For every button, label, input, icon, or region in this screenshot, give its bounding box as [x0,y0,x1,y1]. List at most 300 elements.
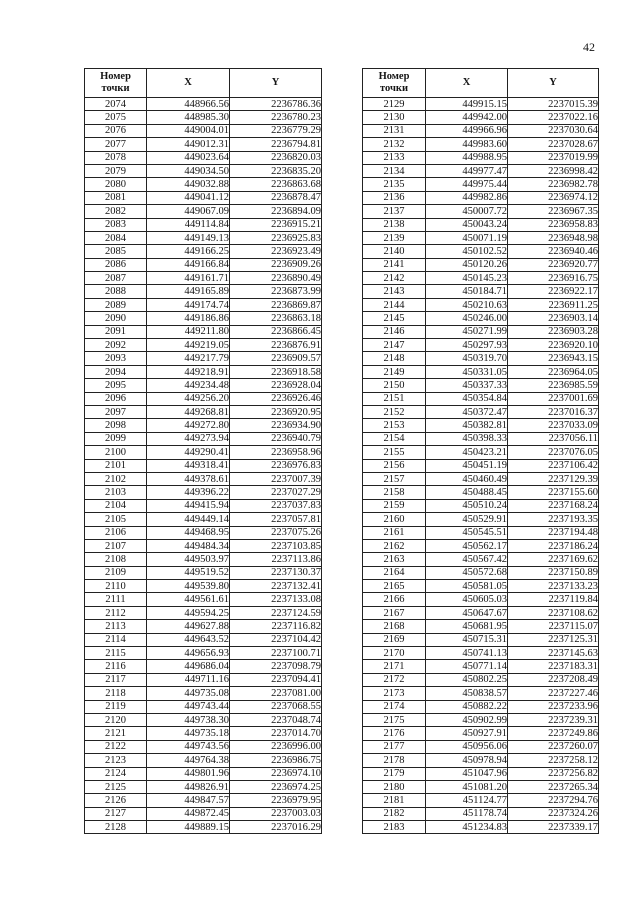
y-cell: 2237294.76 [508,794,599,807]
point-number-cell: 2180 [363,780,426,793]
x-cell: 449656.93 [147,647,230,660]
x-cell: 451178.74 [426,807,508,820]
point-number-cell: 2091 [85,325,147,338]
y-cell: 2237022.16 [508,111,599,124]
point-number-cell: 2178 [363,754,426,767]
point-number-cell: 2145 [363,312,426,325]
point-number-cell: 2175 [363,713,426,726]
y-cell: 2237186.24 [508,539,599,552]
x-cell: 449743.56 [147,740,230,753]
point-number-cell: 2102 [85,472,147,485]
x-cell: 450184.71 [426,285,508,298]
y-cell: 2237098.79 [230,660,322,673]
table-row [85,325,322,338]
y-cell: 2237150.89 [508,566,599,579]
y-cell: 2236940.46 [508,245,599,258]
x-cell: 449318.41 [147,459,230,472]
x-cell: 449561.61 [147,593,230,606]
y-cell: 2236926.46 [230,392,322,405]
point-number-cell: 2099 [85,432,147,445]
table-row [85,740,322,753]
y-cell: 2236780.23 [230,111,322,124]
y-cell: 2237132.41 [230,580,322,593]
x-cell: 449149.13 [147,231,230,244]
table-row [85,633,322,646]
point-number-cell: 2123 [85,754,147,767]
y-cell: 2237048.74 [230,713,322,726]
y-cell: 2237265.34 [508,780,599,793]
point-number-cell: 2137 [363,205,426,218]
point-number-cell: 2096 [85,392,147,405]
x-cell: 449743.44 [147,700,230,713]
x-cell: 449034.50 [147,164,230,177]
x-cell: 449273.94 [147,432,230,445]
table-row [363,513,599,526]
point-number-cell: 2182 [363,807,426,820]
point-number-cell: 2155 [363,446,426,459]
coordinates-table-left [84,68,322,834]
x-cell: 450297.93 [426,339,508,352]
table-row [363,379,599,392]
y-cell: 2237324.26 [508,807,599,820]
y-cell: 2237033.09 [508,419,599,432]
x-cell: 449165.89 [147,285,230,298]
y-cell: 2237113.86 [230,553,322,566]
point-number-cell: 2107 [85,539,147,552]
y-cell: 2236958.96 [230,446,322,459]
table-row [85,593,322,606]
x-cell: 450372.47 [426,405,508,418]
point-number-cell: 2174 [363,700,426,713]
x-cell: 449627.88 [147,620,230,633]
table-row [85,807,322,820]
x-cell: 450102.52 [426,245,508,258]
table-row [85,754,322,767]
y-cell: 2236928.04 [230,379,322,392]
table-row [363,446,599,459]
point-number-cell: 2094 [85,365,147,378]
table-row [363,352,599,365]
table-row [363,325,599,338]
x-cell: 451234.83 [426,821,508,834]
point-number-cell: 2110 [85,580,147,593]
x-cell: 449468.95 [147,526,230,539]
table-row [85,727,322,740]
table-row [85,339,322,352]
point-number-cell: 2080 [85,178,147,191]
point-number-cell: 2154 [363,432,426,445]
x-cell: 449988.95 [426,151,508,164]
x-cell: 450771.14 [426,660,508,673]
x-cell: 449211.80 [147,325,230,338]
x-cell: 450331.05 [426,365,508,378]
x-cell: 450838.57 [426,687,508,700]
x-cell: 450562.17 [426,539,508,552]
x-cell: 449942.00 [426,111,508,124]
table-row [85,98,322,111]
table-row [85,365,322,378]
y-cell: 2237068.55 [230,700,322,713]
point-number-cell: 2140 [363,245,426,258]
x-cell: 450071.19 [426,231,508,244]
y-cell: 2236976.83 [230,459,322,472]
point-number-cell: 2151 [363,392,426,405]
table-row [363,821,599,834]
x-cell: 449186.86 [147,312,230,325]
table-row [363,231,599,244]
y-cell: 2237027.29 [230,486,322,499]
point-number-cell: 2173 [363,687,426,700]
table-row [85,687,322,700]
table-row [363,807,599,820]
x-cell: 450510.24 [426,499,508,512]
table-row [85,486,322,499]
x-cell: 450956.06 [426,740,508,753]
table-row [363,272,599,285]
point-number-cell: 2159 [363,499,426,512]
point-number-cell: 2152 [363,405,426,418]
x-cell: 450572.68 [426,566,508,579]
point-number-cell: 2176 [363,727,426,740]
y-cell: 2236934.90 [230,419,322,432]
x-cell: 449217.79 [147,352,230,365]
point-number-cell: 2088 [85,285,147,298]
x-cell: 449966.96 [426,124,508,137]
point-number-cell: 2105 [85,513,147,526]
point-number-cell: 2106 [85,526,147,539]
table-row [363,405,599,418]
y-cell: 2237016.29 [230,821,322,834]
table-row [363,486,599,499]
table-row [363,727,599,740]
table-row [363,660,599,673]
point-number-cell: 2171 [363,660,426,673]
point-number-cell: 2181 [363,794,426,807]
y-cell: 2237007.39 [230,472,322,485]
x-cell: 450145.23 [426,272,508,285]
x-cell: 450398.33 [426,432,508,445]
table-row [363,673,599,686]
y-cell: 2236979.95 [230,794,322,807]
x-cell: 450319.70 [426,352,508,365]
point-number-cell: 2169 [363,633,426,646]
table-row [363,392,599,405]
y-cell: 2237094.41 [230,673,322,686]
x-cell: 449847.57 [147,794,230,807]
x-cell: 450681.95 [426,620,508,633]
table-row [363,606,599,619]
point-number-cell: 2138 [363,218,426,231]
y-cell: 2236916.75 [508,272,599,285]
point-number-cell: 2114 [85,633,147,646]
point-number-cell: 2113 [85,620,147,633]
point-number-cell: 2109 [85,566,147,579]
y-cell: 2236909.26 [230,258,322,271]
y-cell: 2237256.82 [508,767,599,780]
table-row [85,539,322,552]
y-cell: 2236985.59 [508,379,599,392]
table-row [85,298,322,311]
x-cell: 449004.01 [147,124,230,137]
y-cell: 2237001.69 [508,392,599,405]
table-row [363,593,599,606]
x-cell: 449290.41 [147,446,230,459]
x-cell: 449519.52 [147,566,230,579]
table-row [363,472,599,485]
x-cell: 449975.44 [426,178,508,191]
table-row [85,151,322,164]
y-cell: 2236922.17 [508,285,599,298]
x-cell: 450927.91 [426,727,508,740]
y-cell: 2236835.20 [230,164,322,177]
point-number-cell: 2086 [85,258,147,271]
left_table-body [85,98,322,834]
point-number-cell: 2165 [363,580,426,593]
x-cell: 450882.22 [426,700,508,713]
table-row [85,218,322,231]
table-row [85,780,322,793]
y-cell: 2236982.78 [508,178,599,191]
x-cell: 450567.42 [426,553,508,566]
header-y: Y [230,69,322,98]
y-cell: 2236869.87 [230,298,322,311]
table-row [363,647,599,660]
table-row [363,245,599,258]
table-row [85,285,322,298]
table-row [363,218,599,231]
y-cell: 2236915.21 [230,218,322,231]
table-row [85,258,322,271]
x-cell: 450605.03 [426,593,508,606]
y-cell: 2237260.07 [508,740,599,753]
x-cell: 449801.96 [147,767,230,780]
x-cell: 450120.26 [426,258,508,271]
point-number-cell: 2150 [363,379,426,392]
x-cell: 449594.25 [147,606,230,619]
y-cell: 2236974.25 [230,780,322,793]
x-cell: 450581.05 [426,580,508,593]
y-cell: 2237076.05 [508,446,599,459]
point-number-cell: 2167 [363,606,426,619]
y-cell: 2237258.12 [508,754,599,767]
point-number-cell: 2161 [363,526,426,539]
x-cell: 450382.81 [426,419,508,432]
x-cell: 450271.99 [426,325,508,338]
point-number-cell: 2092 [85,339,147,352]
table-row [363,553,599,566]
header-y: Y [508,69,599,98]
y-cell: 2237193.35 [508,513,599,526]
x-cell: 448985.30 [147,111,230,124]
table-row [363,526,599,539]
point-number-cell: 2162 [363,539,426,552]
y-cell: 2236903.28 [508,325,599,338]
point-number-cell: 2117 [85,673,147,686]
y-cell: 2237239.31 [508,713,599,726]
table-row [85,794,322,807]
point-number-cell: 2108 [85,553,147,566]
y-cell: 2236920.77 [508,258,599,271]
y-cell: 2237030.64 [508,124,599,137]
x-cell: 449166.84 [147,258,230,271]
table-row [85,312,322,325]
table-row [363,151,599,164]
table-row [363,178,599,191]
table-row [363,700,599,713]
x-cell: 450802.25 [426,673,508,686]
point-number-cell: 2083 [85,218,147,231]
x-cell: 448966.56 [147,98,230,111]
table-row [363,539,599,552]
x-cell: 449415.94 [147,499,230,512]
x-cell: 449067.09 [147,205,230,218]
point-number-cell: 2177 [363,740,426,753]
table-row [85,553,322,566]
y-cell: 2237056.11 [508,432,599,445]
table-row [85,231,322,244]
table-header-row [85,69,322,98]
point-number-cell: 2136 [363,191,426,204]
x-cell: 449686.04 [147,660,230,673]
table-row [85,606,322,619]
x-cell: 450354.84 [426,392,508,405]
x-cell: 450647.67 [426,606,508,619]
y-cell: 2237194.48 [508,526,599,539]
table-row [85,379,322,392]
point-number-cell: 2101 [85,459,147,472]
point-number-cell: 2128 [85,821,147,834]
x-cell: 449915.15 [426,98,508,111]
point-number-cell: 2147 [363,339,426,352]
point-number-cell: 2142 [363,272,426,285]
table-row [363,164,599,177]
table-row [363,767,599,780]
point-number-cell: 2076 [85,124,147,137]
table-row [363,499,599,512]
x-cell: 449012.31 [147,138,230,151]
x-cell: 449256.20 [147,392,230,405]
x-cell: 450210.63 [426,298,508,311]
x-cell: 450488.45 [426,486,508,499]
y-cell: 2237003.03 [230,807,322,820]
y-cell: 2236920.95 [230,405,322,418]
y-cell: 2236964.05 [508,365,599,378]
table-row [363,365,599,378]
point-number-cell: 2129 [363,98,426,111]
table-row [85,446,322,459]
table-row [85,111,322,124]
y-cell: 2237115.07 [508,620,599,633]
y-cell: 2237028.67 [508,138,599,151]
y-cell: 2237037.83 [230,499,322,512]
x-cell: 450246.00 [426,312,508,325]
table-row [85,419,322,432]
coordinates-table-right [362,68,599,834]
y-cell: 2237183.31 [508,660,599,673]
table-row [85,352,322,365]
table-row [85,767,322,780]
table-row [85,660,322,673]
table-row [363,298,599,311]
table-row [85,499,322,512]
x-cell: 449161.71 [147,272,230,285]
x-cell: 449218.91 [147,365,230,378]
y-cell: 2236794.81 [230,138,322,151]
table-row [85,432,322,445]
point-number-cell: 2172 [363,673,426,686]
x-cell: 449268.81 [147,405,230,418]
x-cell: 449711.16 [147,673,230,686]
y-cell: 2236920.10 [508,339,599,352]
point-number-cell: 2087 [85,272,147,285]
table-row [85,124,322,137]
x-cell: 449114.84 [147,218,230,231]
x-cell: 450529.91 [426,513,508,526]
point-number-cell: 2133 [363,151,426,164]
point-number-cell: 2103 [85,486,147,499]
table-row [363,191,599,204]
y-cell: 2237169.62 [508,553,599,566]
point-number-cell: 2179 [363,767,426,780]
y-cell: 2236878.47 [230,191,322,204]
x-cell: 449449.14 [147,513,230,526]
point-number-cell: 2090 [85,312,147,325]
x-cell: 450902.99 [426,713,508,726]
y-cell: 2236873.99 [230,285,322,298]
table-row [363,312,599,325]
y-cell: 2237119.84 [508,593,599,606]
table-row [85,673,322,686]
table-row [363,258,599,271]
y-cell: 2237057.81 [230,513,322,526]
y-cell: 2237145.63 [508,647,599,660]
x-cell: 449643.52 [147,633,230,646]
table-row [363,432,599,445]
x-cell: 450423.21 [426,446,508,459]
x-cell: 449735.18 [147,727,230,740]
point-number-cell: 2132 [363,138,426,151]
x-cell: 449735.08 [147,687,230,700]
y-cell: 2236820.03 [230,151,322,164]
header-x: X [426,69,508,98]
table-row [85,700,322,713]
table-row [363,124,599,137]
point-number-cell: 2166 [363,593,426,606]
x-cell: 449982.86 [426,191,508,204]
x-cell: 450337.33 [426,379,508,392]
y-cell: 2236923.49 [230,245,322,258]
point-number-cell: 2135 [363,178,426,191]
x-cell: 450741.13 [426,647,508,660]
x-cell: 449539.80 [147,580,230,593]
y-cell: 2236909.57 [230,352,322,365]
y-cell: 2237124.59 [230,606,322,619]
table-row [363,580,599,593]
table-row [363,111,599,124]
y-cell: 2237106.42 [508,459,599,472]
x-cell: 450715.31 [426,633,508,646]
y-cell: 2237100.71 [230,647,322,660]
point-number-cell: 2104 [85,499,147,512]
table-row [363,98,599,111]
y-cell: 2236974.10 [230,767,322,780]
y-cell: 2236986.75 [230,754,322,767]
point-number-cell: 2183 [363,821,426,834]
table-row [85,272,322,285]
y-cell: 2236863.18 [230,312,322,325]
table-row [85,164,322,177]
point-number-cell: 2127 [85,807,147,820]
